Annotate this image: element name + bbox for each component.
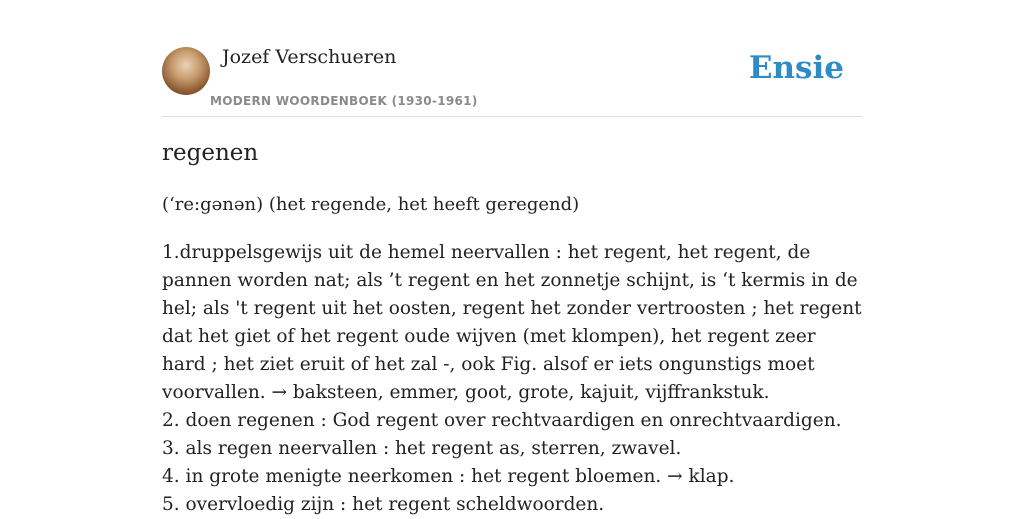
definition-item: 2. doen regenen : God regent over rechtvaardigen en onrechtvaardigen.	[162, 410, 842, 431]
pronunciation: (‘re:gənən) (het regende, het heeft geregend)	[162, 194, 580, 215]
definitions	[162, 239, 862, 519]
headword: regenen	[162, 140, 259, 166]
source-label: MODERN WOORDENBOEK (1930-1961)	[210, 94, 478, 108]
header	[162, 0, 862, 117]
author-name[interactable]: Jozef Verschueren	[222, 46, 397, 68]
entry-page	[162, 0, 862, 515]
ensie-logo[interactable]: Ensie	[748, 50, 844, 86]
definition-item: 4. in grote menigte neerkomen : het regent bloemen. → klap.	[162, 466, 735, 487]
definition-item: 1.druppelsgewijs uit de hemel neervallen : het regent, het regent, de pannen worden nat; als ’t regent en het zonnetje schijnt, is ‘t kermis in de hel; als 't regent uit het oosten, regent het zonder vertroosten ; het regent dat het giet of het regent oude wijven (met klompen), het regent zeer hard ; het ziet eruit of het zal -, ook Fig. alsof er iets ongunstigs moet voorvallen. → baksteen, emmer, goot, grote, kajuit, vijffrankstuk.	[162, 242, 862, 403]
definition-item: 3. als regen neervallen : het regent as, sterren, zwavel.	[162, 438, 682, 459]
definition-item: 5. overvloedig zijn : het regent scheldwoorden.	[162, 494, 605, 515]
author-avatar[interactable]	[162, 47, 210, 95]
